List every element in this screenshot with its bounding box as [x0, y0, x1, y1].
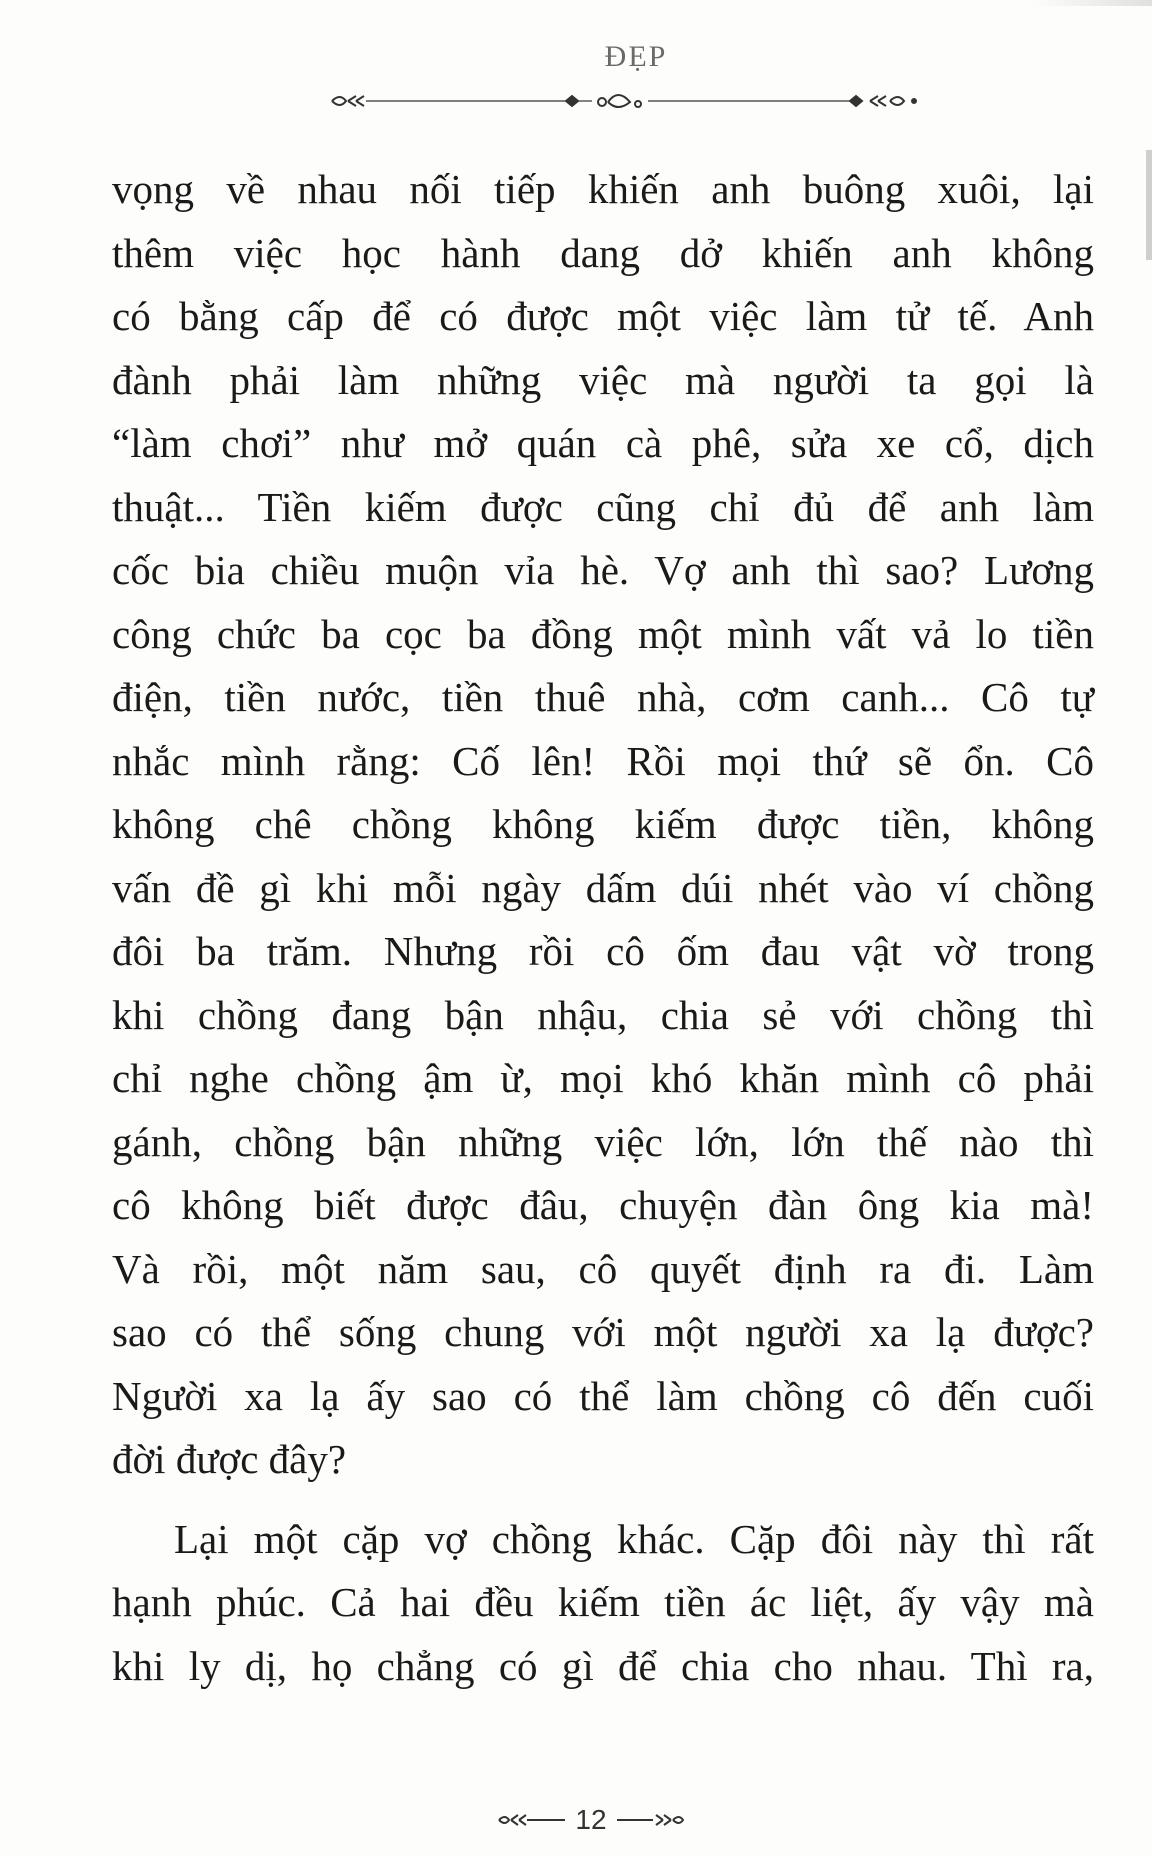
text-line: công chức ba cọc ba đồng một mình vất vả lo tiền: [112, 610, 1094, 657]
text-line: cốc bia chiều muộn vỉa hè. Vợ anh thì sao? Lương: [112, 547, 1094, 593]
text-line: gánh, chồng bận những việc lớn, lớn thế nào thì: [112, 1118, 1094, 1165]
text-line: điện, tiền nước, tiền thuê nhà, cơm canh... Cô tự: [112, 674, 1094, 720]
header-ornament-icon: [330, 88, 930, 114]
paragraph: [112, 158, 1094, 1492]
page-edge-shadow: [1032, 0, 1152, 6]
page-body-text: [112, 158, 1094, 1698]
text-line: hạnh phúc. Cả hai đều kiếm tiền ác liệt, ấy vậy mà: [112, 1579, 1094, 1625]
page-footer: [0, 1804, 1152, 1836]
text-line: thuật... Tiền kiếm được cũng chỉ đủ để anh làm: [112, 483, 1094, 530]
paragraph: [112, 1508, 1094, 1699]
text-line: vấn đề gì khi mỗi ngày dấm dúi nhét vào ví chồng: [112, 864, 1094, 911]
text-line: vọng về nhau nối tiếp khiến anh buông xuôi, lại: [112, 166, 1094, 212]
running-title: ĐẸP: [604, 40, 668, 73]
text-line: khi ly dị, họ chẳng có gì để chia cho nhau. Thì ra,: [112, 1642, 1094, 1689]
text-line: đời được đây?: [112, 1436, 347, 1482]
text-line: có bằng cấp để có được một việc làm tử tế. Anh: [112, 293, 1094, 339]
text-line: Và rồi, một năm sau, cô quyết định ra đi. Làm: [112, 1245, 1094, 1292]
footer-ornament-right-icon: [615, 1810, 685, 1830]
text-line: khi chồng đang bận nhậu, chia sẻ với chồng thì: [112, 991, 1094, 1038]
page-number: 12: [575, 1804, 607, 1835]
footer-ornament-left-icon: [497, 1810, 567, 1830]
page-edge-shadow-right: [1146, 150, 1152, 260]
text-line: đành phải làm những việc mà người ta gọi là: [112, 356, 1094, 403]
page-header: [0, 40, 1152, 74]
text-line: không chê chồng không kiếm được tiền, không: [112, 801, 1094, 847]
text-line: thêm việc học hành dang dở khiến anh không: [112, 229, 1094, 276]
text-line: Người xa lạ ấy sao có thể làm chồng cô đến cuối: [112, 1372, 1094, 1419]
text-line: “làm chơi” như mở quán cà phê, sửa xe cổ, dịch: [112, 420, 1094, 466]
paragraph-gap: [112, 1492, 1094, 1508]
text-line: sao có thể sống chung với một người xa lạ được?: [112, 1309, 1094, 1355]
text-line: Lại một cặp vợ chồng khác. Cặp đôi này thì rất: [174, 1515, 1094, 1562]
text-line: cô không biết được đâu, chuyện đàn ông kia mà!: [112, 1182, 1094, 1228]
text-line: chỉ nghe chồng ậm ừ, mọi khó khăn mình cô phải: [112, 1055, 1094, 1101]
text-line: nhắc mình rằng: Cố lên! Rồi mọi thứ sẽ ổn. Cô: [112, 737, 1094, 784]
text-line: đôi ba trăm. Nhưng rồi cô ốm đau vật vờ trong: [112, 928, 1094, 974]
